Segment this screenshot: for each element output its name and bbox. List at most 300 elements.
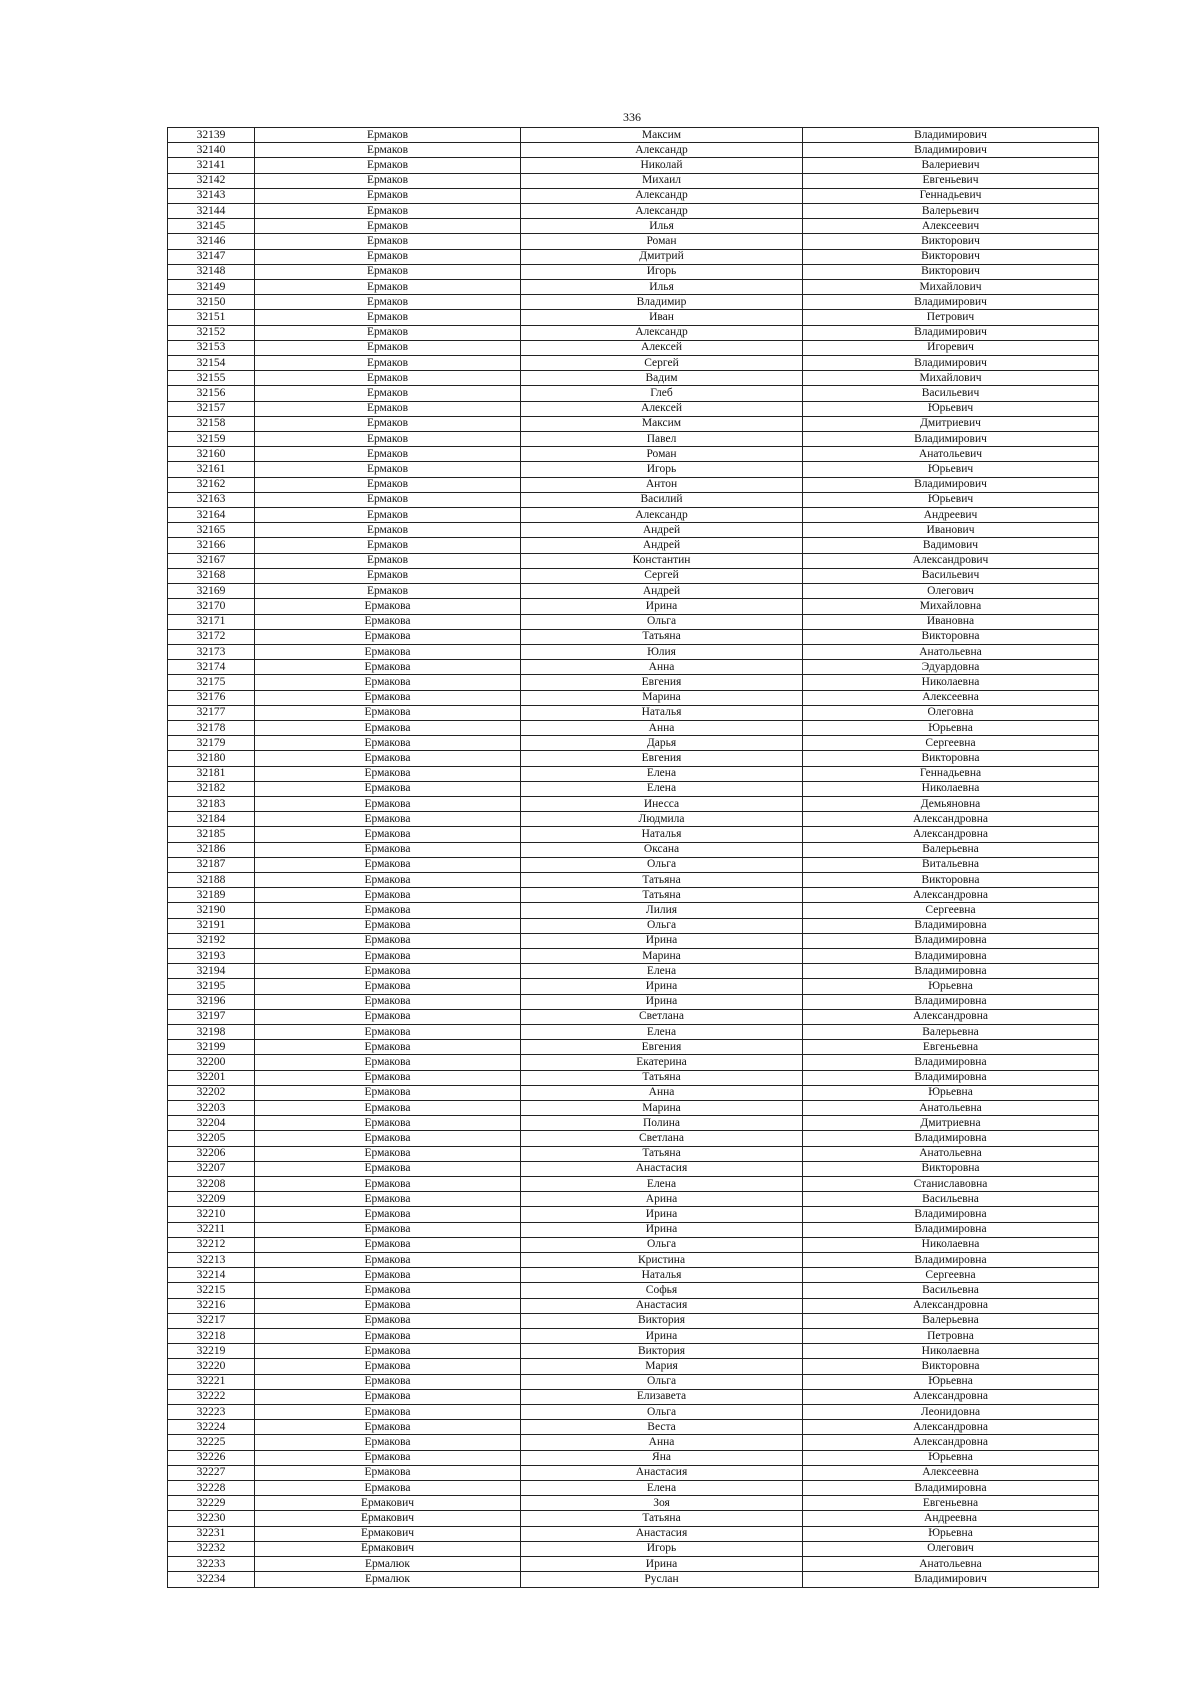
patronymic-cell: Викторовна xyxy=(803,1161,1099,1176)
table-row xyxy=(168,690,1099,705)
first-name-cell: Евгения xyxy=(521,751,803,766)
table-row xyxy=(168,401,1099,416)
first-name-cell: Арина xyxy=(521,1192,803,1207)
first-name-cell: Александр xyxy=(521,508,803,523)
patronymic-cell: Владимирович xyxy=(803,128,1099,143)
table-row xyxy=(168,158,1099,173)
first-name-cell: Сергей xyxy=(521,356,803,371)
record-number-cell: 32156 xyxy=(168,386,255,401)
last-name-cell: Ермаков xyxy=(255,280,521,295)
last-name-cell: Ермаков xyxy=(255,128,521,143)
patronymic-cell: Владимировна xyxy=(803,1481,1099,1496)
record-number-cell: 32215 xyxy=(168,1283,255,1298)
table-row xyxy=(168,918,1099,933)
table-row xyxy=(168,1359,1099,1374)
table-row xyxy=(168,675,1099,690)
record-number-cell: 32141 xyxy=(168,158,255,173)
record-number-cell: 32168 xyxy=(168,568,255,583)
patronymic-cell: Олегович xyxy=(803,584,1099,599)
first-name-cell: Елена xyxy=(521,964,803,979)
first-name-cell: Дарья xyxy=(521,736,803,751)
first-name-cell: Ирина xyxy=(521,994,803,1009)
first-name-cell: Марина xyxy=(521,948,803,963)
last-name-cell: Ермакова xyxy=(255,1253,521,1268)
record-number-cell: 32147 xyxy=(168,249,255,264)
first-name-cell: Лилия xyxy=(521,903,803,918)
record-number-cell: 32151 xyxy=(168,310,255,325)
table-row xyxy=(168,477,1099,492)
record-number-cell: 32166 xyxy=(168,538,255,553)
patronymic-cell: Витальевна xyxy=(803,857,1099,872)
last-name-cell: Ермакова xyxy=(255,1313,521,1328)
table-row xyxy=(168,1146,1099,1161)
last-name-cell: Ермакова xyxy=(255,599,521,614)
first-name-cell: Дмитрий xyxy=(521,249,803,264)
table-row xyxy=(168,994,1099,1009)
patronymic-cell: Александровна xyxy=(803,827,1099,842)
record-number-cell: 32157 xyxy=(168,401,255,416)
table-row xyxy=(168,1161,1099,1176)
patronymic-cell: Владимирович xyxy=(803,432,1099,447)
first-name-cell: Зоя xyxy=(521,1496,803,1511)
first-name-cell: Алексей xyxy=(521,401,803,416)
first-name-cell: Екатерина xyxy=(521,1055,803,1070)
table-row xyxy=(168,781,1099,796)
table-row xyxy=(168,386,1099,401)
patronymic-cell: Юрьевна xyxy=(803,720,1099,735)
patronymic-cell: Валерьевна xyxy=(803,1313,1099,1328)
patronymic-cell: Леонидовна xyxy=(803,1405,1099,1420)
table-row xyxy=(168,523,1099,538)
record-number-cell: 32217 xyxy=(168,1313,255,1328)
record-number-cell: 32203 xyxy=(168,1101,255,1116)
table-row xyxy=(168,872,1099,887)
patronymic-cell: Викторовна xyxy=(803,1359,1099,1374)
record-number-cell: 32164 xyxy=(168,508,255,523)
last-name-cell: Ермакова xyxy=(255,644,521,659)
patronymic-cell: Анатольевна xyxy=(803,1101,1099,1116)
last-name-cell: Ермакова xyxy=(255,1055,521,1070)
record-number-cell: 32155 xyxy=(168,371,255,386)
table-row xyxy=(168,660,1099,675)
table-row xyxy=(168,979,1099,994)
first-name-cell: Анна xyxy=(521,660,803,675)
record-number-cell: 32152 xyxy=(168,325,255,340)
first-name-cell: Ирина xyxy=(521,1222,803,1237)
last-name-cell: Ермакова xyxy=(255,766,521,781)
record-number-cell: 32230 xyxy=(168,1511,255,1526)
last-name-cell: Ермакова xyxy=(255,1116,521,1131)
record-number-cell: 32146 xyxy=(168,234,255,249)
patronymic-cell: Александровна xyxy=(803,812,1099,827)
first-name-cell: Константин xyxy=(521,553,803,568)
table-row xyxy=(168,1024,1099,1039)
table-row xyxy=(168,796,1099,811)
first-name-cell: Елизавета xyxy=(521,1389,803,1404)
first-name-cell: Наталья xyxy=(521,1268,803,1283)
patronymic-cell: Александровна xyxy=(803,1389,1099,1404)
last-name-cell: Ермакова xyxy=(255,903,521,918)
record-number-cell: 32234 xyxy=(168,1572,255,1587)
first-name-cell: Иван xyxy=(521,310,803,325)
record-number-cell: 32224 xyxy=(168,1420,255,1435)
first-name-cell: Алексей xyxy=(521,340,803,355)
patronymic-cell: Николаевна xyxy=(803,1237,1099,1252)
record-number-cell: 32140 xyxy=(168,143,255,158)
first-name-cell: Анна xyxy=(521,720,803,735)
patronymic-cell: Анатольевна xyxy=(803,1557,1099,1572)
record-number-cell: 32180 xyxy=(168,751,255,766)
record-number-cell: 32193 xyxy=(168,948,255,963)
first-name-cell: Наталья xyxy=(521,705,803,720)
record-number-cell: 32205 xyxy=(168,1131,255,1146)
table-row xyxy=(168,1192,1099,1207)
table-row xyxy=(168,903,1099,918)
last-name-cell: Ермакова xyxy=(255,1192,521,1207)
last-name-cell: Ермакова xyxy=(255,1465,521,1480)
patronymic-cell: Андреевна xyxy=(803,1511,1099,1526)
table-row xyxy=(168,219,1099,234)
patronymic-cell: Викторович xyxy=(803,234,1099,249)
record-number-cell: 32153 xyxy=(168,340,255,355)
patronymic-cell: Владимирович xyxy=(803,477,1099,492)
last-name-cell: Ермакович xyxy=(255,1496,521,1511)
last-name-cell: Ермакова xyxy=(255,979,521,994)
table-row xyxy=(168,295,1099,310)
table-row xyxy=(168,736,1099,751)
record-number-cell: 32172 xyxy=(168,629,255,644)
record-number-cell: 32170 xyxy=(168,599,255,614)
table-row xyxy=(168,143,1099,158)
last-name-cell: Ермакова xyxy=(255,629,521,644)
patronymic-cell: Александровна xyxy=(803,1298,1099,1313)
patronymic-cell: Владимирович xyxy=(803,143,1099,158)
table-row xyxy=(168,933,1099,948)
record-number-cell: 32223 xyxy=(168,1405,255,1420)
last-name-cell: Ермаков xyxy=(255,356,521,371)
table-row xyxy=(168,766,1099,781)
registry-table-body xyxy=(168,128,1099,1588)
last-name-cell: Ермакова xyxy=(255,1435,521,1450)
last-name-cell: Ермакова xyxy=(255,705,521,720)
last-name-cell: Ермакова xyxy=(255,1070,521,1085)
patronymic-cell: Юрьевна xyxy=(803,1450,1099,1465)
last-name-cell: Ермаков xyxy=(255,371,521,386)
table-row xyxy=(168,447,1099,462)
record-number-cell: 32231 xyxy=(168,1526,255,1541)
record-number-cell: 32225 xyxy=(168,1435,255,1450)
first-name-cell: Людмила xyxy=(521,812,803,827)
record-number-cell: 32139 xyxy=(168,128,255,143)
last-name-cell: Ермаков xyxy=(255,523,521,538)
last-name-cell: Ермакова xyxy=(255,1101,521,1116)
first-name-cell: Антон xyxy=(521,477,803,492)
record-number-cell: 32192 xyxy=(168,933,255,948)
table-row xyxy=(168,584,1099,599)
last-name-cell: Ермаков xyxy=(255,416,521,431)
first-name-cell: Мария xyxy=(521,1359,803,1374)
table-row xyxy=(168,371,1099,386)
first-name-cell: Оксана xyxy=(521,842,803,857)
table-row xyxy=(168,1541,1099,1556)
first-name-cell: Николай xyxy=(521,158,803,173)
patronymic-cell: Владимировна xyxy=(803,964,1099,979)
patronymic-cell: Олеговна xyxy=(803,705,1099,720)
table-row xyxy=(168,508,1099,523)
record-number-cell: 32148 xyxy=(168,264,255,279)
record-number-cell: 32202 xyxy=(168,1085,255,1100)
last-name-cell: Ермаков xyxy=(255,508,521,523)
record-number-cell: 32186 xyxy=(168,842,255,857)
last-name-cell: Ермаков xyxy=(255,143,521,158)
last-name-cell: Ермакова xyxy=(255,1237,521,1252)
last-name-cell: Ермакова xyxy=(255,1329,521,1344)
record-number-cell: 32158 xyxy=(168,416,255,431)
record-number-cell: 32177 xyxy=(168,705,255,720)
first-name-cell: Елена xyxy=(521,781,803,796)
first-name-cell: Татьяна xyxy=(521,888,803,903)
patronymic-cell: Викторовна xyxy=(803,751,1099,766)
table-row xyxy=(168,1557,1099,1572)
last-name-cell: Ермакова xyxy=(255,812,521,827)
first-name-cell: Татьяна xyxy=(521,1070,803,1085)
last-name-cell: Ермакова xyxy=(255,964,521,979)
table-row xyxy=(168,356,1099,371)
first-name-cell: Ольга xyxy=(521,614,803,629)
record-number-cell: 32204 xyxy=(168,1116,255,1131)
first-name-cell: Марина xyxy=(521,1101,803,1116)
record-number-cell: 32190 xyxy=(168,903,255,918)
table-row xyxy=(168,340,1099,355)
table-row xyxy=(168,173,1099,188)
table-row xyxy=(168,1040,1099,1055)
patronymic-cell: Станиславовна xyxy=(803,1177,1099,1192)
table-row xyxy=(168,310,1099,325)
record-number-cell: 32194 xyxy=(168,964,255,979)
table-row xyxy=(168,1101,1099,1116)
patronymic-cell: Андреевич xyxy=(803,508,1099,523)
table-row xyxy=(168,842,1099,857)
record-number-cell: 32182 xyxy=(168,781,255,796)
record-number-cell: 32171 xyxy=(168,614,255,629)
first-name-cell: Александр xyxy=(521,204,803,219)
first-name-cell: Вадим xyxy=(521,371,803,386)
patronymic-cell: Анатольевна xyxy=(803,1146,1099,1161)
record-number-cell: 32189 xyxy=(168,888,255,903)
table-row xyxy=(168,553,1099,568)
record-number-cell: 32207 xyxy=(168,1161,255,1176)
last-name-cell: Ермаков xyxy=(255,173,521,188)
last-name-cell: Ермалюк xyxy=(255,1572,521,1587)
patronymic-cell: Ивановна xyxy=(803,614,1099,629)
table-row xyxy=(168,1222,1099,1237)
last-name-cell: Ермакова xyxy=(255,872,521,887)
record-number-cell: 32228 xyxy=(168,1481,255,1496)
patronymic-cell: Евгеньевич xyxy=(803,173,1099,188)
table-row xyxy=(168,1465,1099,1480)
record-number-cell: 32208 xyxy=(168,1177,255,1192)
last-name-cell: Ермакова xyxy=(255,1298,521,1313)
record-number-cell: 32209 xyxy=(168,1192,255,1207)
last-name-cell: Ермакова xyxy=(255,1161,521,1176)
record-number-cell: 32212 xyxy=(168,1237,255,1252)
record-number-cell: 32219 xyxy=(168,1344,255,1359)
last-name-cell: Ермаков xyxy=(255,477,521,492)
patronymic-cell: Владимировна xyxy=(803,948,1099,963)
table-row xyxy=(168,1055,1099,1070)
record-number-cell: 32191 xyxy=(168,918,255,933)
patronymic-cell: Владимирович xyxy=(803,1572,1099,1587)
first-name-cell: Ирина xyxy=(521,979,803,994)
record-number-cell: 32184 xyxy=(168,812,255,827)
first-name-cell: Василий xyxy=(521,492,803,507)
last-name-cell: Ермакович xyxy=(255,1511,521,1526)
patronymic-cell: Сергеевна xyxy=(803,736,1099,751)
last-name-cell: Ермакова xyxy=(255,888,521,903)
record-number-cell: 32220 xyxy=(168,1359,255,1374)
patronymic-cell: Демьяновна xyxy=(803,796,1099,811)
first-name-cell: Анастасия xyxy=(521,1465,803,1480)
last-name-cell: Ермакова xyxy=(255,1146,521,1161)
first-name-cell: Игорь xyxy=(521,462,803,477)
last-name-cell: Ермакова xyxy=(255,1024,521,1039)
table-row xyxy=(168,1116,1099,1131)
patronymic-cell: Владимировна xyxy=(803,1131,1099,1146)
table-row xyxy=(168,720,1099,735)
last-name-cell: Ермаков xyxy=(255,249,521,264)
patronymic-cell: Дмитриевич xyxy=(803,416,1099,431)
patronymic-cell: Иванович xyxy=(803,523,1099,538)
patronymic-cell: Викторович xyxy=(803,264,1099,279)
record-number-cell: 32149 xyxy=(168,280,255,295)
table-row xyxy=(168,1268,1099,1283)
last-name-cell: Ермакова xyxy=(255,1222,521,1237)
record-number-cell: 32206 xyxy=(168,1146,255,1161)
table-row xyxy=(168,857,1099,872)
first-name-cell: Анна xyxy=(521,1085,803,1100)
first-name-cell: Андрей xyxy=(521,538,803,553)
last-name-cell: Ермаков xyxy=(255,340,521,355)
record-number-cell: 32232 xyxy=(168,1541,255,1556)
table-row xyxy=(168,827,1099,842)
record-number-cell: 32163 xyxy=(168,492,255,507)
patronymic-cell: Юрьевич xyxy=(803,401,1099,416)
table-row xyxy=(168,280,1099,295)
patronymic-cell: Алексеевна xyxy=(803,690,1099,705)
table-row xyxy=(168,492,1099,507)
table-row xyxy=(168,1283,1099,1298)
table-row xyxy=(168,1329,1099,1344)
patronymic-cell: Геннадьевна xyxy=(803,766,1099,781)
patronymic-cell: Дмитриевна xyxy=(803,1116,1099,1131)
record-number-cell: 32144 xyxy=(168,204,255,219)
table-row xyxy=(168,416,1099,431)
table-row xyxy=(168,1389,1099,1404)
patronymic-cell: Юрьевна xyxy=(803,1085,1099,1100)
patronymic-cell: Евгеньевна xyxy=(803,1496,1099,1511)
last-name-cell: Ермакова xyxy=(255,933,521,948)
first-name-cell: Виктория xyxy=(521,1313,803,1328)
first-name-cell: Максим xyxy=(521,128,803,143)
last-name-cell: Ермакова xyxy=(255,614,521,629)
last-name-cell: Ермакова xyxy=(255,1207,521,1222)
record-number-cell: 32159 xyxy=(168,432,255,447)
patronymic-cell: Валерьевич xyxy=(803,204,1099,219)
record-number-cell: 32210 xyxy=(168,1207,255,1222)
patronymic-cell: Васильевич xyxy=(803,568,1099,583)
last-name-cell: Ермакова xyxy=(255,1389,521,1404)
table-row xyxy=(168,1450,1099,1465)
patronymic-cell: Юрьевич xyxy=(803,492,1099,507)
first-name-cell: Глеб xyxy=(521,386,803,401)
first-name-cell: Андрей xyxy=(521,523,803,538)
table-row xyxy=(168,1572,1099,1587)
last-name-cell: Ермакова xyxy=(255,1450,521,1465)
registry-table xyxy=(167,127,1099,1588)
record-number-cell: 32214 xyxy=(168,1268,255,1283)
first-name-cell: Веста xyxy=(521,1420,803,1435)
record-number-cell: 32226 xyxy=(168,1450,255,1465)
last-name-cell: Ермаков xyxy=(255,310,521,325)
record-number-cell: 32143 xyxy=(168,188,255,203)
record-number-cell: 32213 xyxy=(168,1253,255,1268)
record-number-cell: 32233 xyxy=(168,1557,255,1572)
first-name-cell: Руслан xyxy=(521,1572,803,1587)
last-name-cell: Ермакова xyxy=(255,1085,521,1100)
table-row xyxy=(168,705,1099,720)
record-number-cell: 32200 xyxy=(168,1055,255,1070)
table-row xyxy=(168,1420,1099,1435)
table-row xyxy=(168,1298,1099,1313)
patronymic-cell: Игоревич xyxy=(803,340,1099,355)
table-row xyxy=(168,1085,1099,1100)
last-name-cell: Ермаков xyxy=(255,401,521,416)
table-row xyxy=(168,188,1099,203)
patronymic-cell: Николаевна xyxy=(803,675,1099,690)
record-number-cell: 32218 xyxy=(168,1329,255,1344)
first-name-cell: Роман xyxy=(521,447,803,462)
last-name-cell: Ермакова xyxy=(255,690,521,705)
first-name-cell: Ирина xyxy=(521,599,803,614)
last-name-cell: Ермакович xyxy=(255,1526,521,1541)
patronymic-cell: Васильевна xyxy=(803,1283,1099,1298)
first-name-cell: Анастасия xyxy=(521,1161,803,1176)
record-number-cell: 32145 xyxy=(168,219,255,234)
last-name-cell: Ермаков xyxy=(255,584,521,599)
table-row xyxy=(168,432,1099,447)
last-name-cell: Ермаков xyxy=(255,295,521,310)
last-name-cell: Ермакова xyxy=(255,1359,521,1374)
first-name-cell: Наталья xyxy=(521,827,803,842)
table-row xyxy=(168,264,1099,279)
first-name-cell: Ирина xyxy=(521,1329,803,1344)
last-name-cell: Ермаков xyxy=(255,462,521,477)
first-name-cell: Ольга xyxy=(521,918,803,933)
record-number-cell: 32176 xyxy=(168,690,255,705)
table-row xyxy=(168,1526,1099,1541)
patronymic-cell: Владимирович xyxy=(803,325,1099,340)
table-row xyxy=(168,249,1099,264)
patronymic-cell: Николаевна xyxy=(803,1344,1099,1359)
patronymic-cell: Валериевич xyxy=(803,158,1099,173)
last-name-cell: Ермаков xyxy=(255,204,521,219)
record-number-cell: 32221 xyxy=(168,1374,255,1389)
patronymic-cell: Владимировна xyxy=(803,1055,1099,1070)
last-name-cell: Ермакова xyxy=(255,675,521,690)
last-name-cell: Ермаков xyxy=(255,234,521,249)
record-number-cell: 32178 xyxy=(168,720,255,735)
last-name-cell: Ермакова xyxy=(255,827,521,842)
